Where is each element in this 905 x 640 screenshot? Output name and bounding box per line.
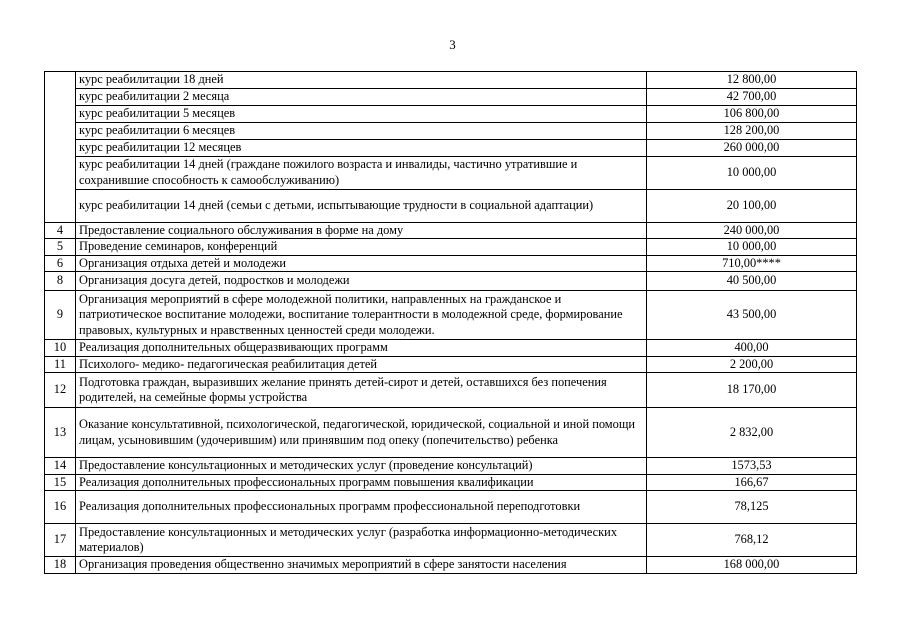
price-cell: 2 832,00 [647, 408, 857, 458]
service-name-cell: Предоставление консультационных и методических услуг (разработка информационно-методических материалов) [76, 524, 647, 557]
price-cell: 10 000,00 [647, 239, 857, 256]
price-cell: 18 170,00 [647, 373, 857, 408]
row-number-cell: 6 [45, 255, 76, 272]
table-row [45, 474, 857, 491]
service-name-cell: Реализация дополнительных профессиональных программ профессиональной переподготовки [76, 491, 647, 524]
price-cell: 1573,53 [647, 458, 857, 475]
row-number-cell: 8 [45, 272, 76, 291]
row-number-cell: 16 [45, 491, 76, 524]
row-number-cell: 10 [45, 340, 76, 357]
table-row [45, 122, 857, 139]
table-row [45, 557, 857, 574]
price-cell: 12 800,00 [647, 72, 857, 89]
table-row [45, 156, 857, 189]
table-row [45, 291, 857, 340]
price-cell: 10 000,00 [647, 156, 857, 189]
price-cell: 768,12 [647, 524, 857, 557]
price-cell: 168 000,00 [647, 557, 857, 574]
table-row [45, 408, 857, 458]
price-cell: 20 100,00 [647, 189, 857, 222]
row-number-cell: 11 [45, 356, 76, 373]
table-row [45, 222, 857, 239]
row-number-cell: 5 [45, 239, 76, 256]
row-number-cell: 14 [45, 458, 76, 475]
table-row [45, 272, 857, 291]
price-cell: 2 200,00 [647, 356, 857, 373]
row-number-cell: 4 [45, 222, 76, 239]
row-number-cell: 15 [45, 474, 76, 491]
row-number-cell: 13 [45, 408, 76, 458]
table-row [45, 189, 857, 222]
service-name-cell: Проведение семинаров, конференций [76, 239, 647, 256]
table-row [45, 88, 857, 105]
table-row [45, 239, 857, 256]
service-name-cell: Психолого- медико- педагогическая реабилитация детей [76, 356, 647, 373]
price-cell: 128 200,00 [647, 122, 857, 139]
service-name-cell: Организация мероприятий в сфере молодежной политики, направленных на гражданское и патриотическое воспитание молодежи, воспитание толерантности в молодежной среде, формирование правовых, культурных и нравственных ценностей среди молодежи. [76, 291, 647, 340]
service-name-cell: Организация отдыха детей и молодежи [76, 255, 647, 272]
table-row [45, 72, 857, 89]
service-name-cell: Подготовка граждан, выразивших желание принять детей-сирот и детей, оставшихся без попечения родителей, на семейные формы устройства [76, 373, 647, 408]
row-number-cell: 17 [45, 524, 76, 557]
service-name-cell: Организация досуга детей, подростков и молодежи [76, 272, 647, 291]
service-name-cell: курс реабилитации 5 месяцев [76, 105, 647, 122]
price-cell: 40 500,00 [647, 272, 857, 291]
table-row [45, 373, 857, 408]
price-cell: 400,00 [647, 340, 857, 357]
table-row [45, 491, 857, 524]
row-number-cell: 12 [45, 373, 76, 408]
service-name-cell: Оказание консультативной, психологической, педагогической, юридической, социальной и иной помощи лицам, усыновившим (удочерившим) или принявшим под опеку (попечительство) ребенка [76, 408, 647, 458]
row-number-cell: 18 [45, 557, 76, 574]
service-name-cell: Реализация дополнительных общеразвивающих программ [76, 340, 647, 357]
price-cell: 42 700,00 [647, 88, 857, 105]
service-name-cell: Предоставление социального обслуживания в форме на дому [76, 222, 647, 239]
service-name-cell: курс реабилитации 12 месяцев [76, 139, 647, 156]
price-cell: 260 000,00 [647, 139, 857, 156]
service-name-cell: курс реабилитации 18 дней [76, 72, 647, 89]
service-name-cell: Реализация дополнительных профессиональных программ повышения квалификации [76, 474, 647, 491]
price-cell: 106 800,00 [647, 105, 857, 122]
row-number-cell: 9 [45, 291, 76, 340]
table-row [45, 524, 857, 557]
price-cell: 710,00**** [647, 255, 857, 272]
service-name-cell: курс реабилитации 6 месяцев [76, 122, 647, 139]
table-row [45, 356, 857, 373]
price-cell: 43 500,00 [647, 291, 857, 340]
price-cell: 166,67 [647, 474, 857, 491]
table-row [45, 340, 857, 357]
table-row [45, 139, 857, 156]
service-name-cell: курс реабилитации 14 дней (граждане пожилого возраста и инвалиды, частично утратившие и сохранившие способность к самообслуживанию) [76, 156, 647, 189]
price-cell: 78,125 [647, 491, 857, 524]
table-row [45, 255, 857, 272]
table-row [45, 105, 857, 122]
service-name-cell: курс реабилитации 14 дней (семьи с детьми, испытывающие трудности в социальной адаптации) [76, 189, 647, 222]
service-name-cell: Организация проведения общественно значимых мероприятий в сфере занятости населения [76, 557, 647, 574]
price-table [44, 71, 857, 574]
service-name-cell: курс реабилитации 2 месяца [76, 88, 647, 105]
page-number: 3 [449, 37, 456, 52]
price-cell: 240 000,00 [647, 222, 857, 239]
service-name-cell: Предоставление консультационных и методических услуг (проведение консультаций) [76, 458, 647, 475]
table-row [45, 458, 857, 475]
row-number-cell [45, 72, 76, 223]
